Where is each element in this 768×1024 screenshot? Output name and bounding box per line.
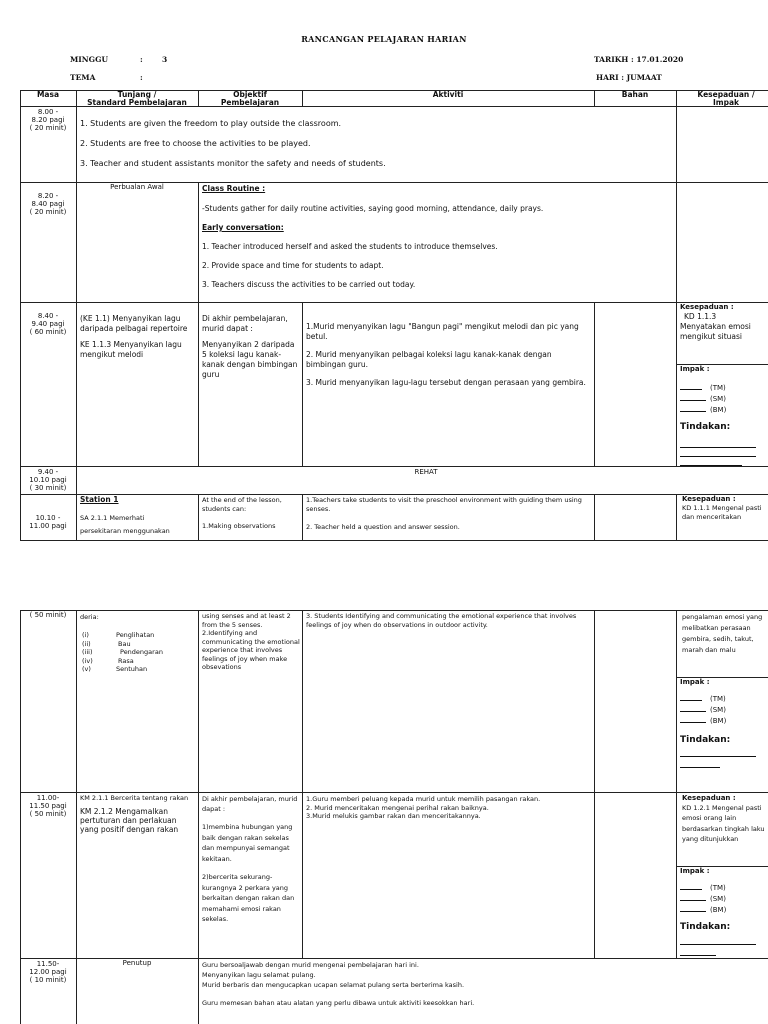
impak-label: Impak : [680,678,710,686]
sense-name: Penglihatan [116,631,155,639]
list-item: 3. Students Identifying and communicating the emotional experience that involves feelings of joy when do observations in outdoor activity. [306,612,577,629]
row2-activity [202,184,672,290]
row4-objektif-top [202,496,300,531]
list-item: 2. Teacher held a question and answer session. [306,523,460,531]
sm-label: (SM) [710,895,726,903]
row3-tunjang [80,314,194,360]
masa-line: 11.50- [36,960,60,968]
row2-masa [20,192,76,216]
row3-masa [20,312,76,336]
row4-masa [20,514,76,530]
kesepaduan-code: KD 1.1.3 [684,312,717,321]
list-item: 2. Students are free to choose the activities to be played. [80,139,311,148]
sense-name: Sentuhan [116,665,148,673]
sense-number: (i) [82,631,89,639]
tema-label: TEMA [70,73,96,82]
bm-blank [680,404,706,412]
row4-aktiviti-cont [306,612,592,630]
bm-label: (BM) [710,906,727,914]
class-routine-heading: Class Routine : [202,184,266,193]
tm-blank [680,882,702,890]
list-item [82,665,196,674]
list-item: 3.Murid melukis gambar rakan dan menceritakannya. [306,812,481,820]
masa-line: 11.00 pagi [29,522,67,530]
row1-masa [20,108,76,132]
list-item: 2. Provide space and time for students to adapt. [202,261,384,270]
sense-number: (v) [82,665,91,673]
row5-kesepaduan [682,794,768,845]
list-item [82,631,196,640]
masa-line: ( 20 minit) [29,124,67,132]
masa-line: 12.00 pagi [29,968,67,976]
list-item: 3. Murid menyanyikan lagu-lagu tersebut dengan perasaan yang gembira. [306,378,586,387]
tm-blank [680,382,702,390]
list-item: 3. Teacher and student assistants monitor the safety and needs of students. [80,159,386,168]
row4-masa-cont: ( 50 minit) [29,611,67,619]
row5-objektif [202,795,300,925]
kesepaduan-text: KD 1.2.1 Mengenal pasti emosi orang lain berdasarkan tingkah laku yang ditunjukkan [682,803,765,843]
masa-line: 11.00- [36,794,60,802]
tm-label: (TM) [710,884,726,892]
list-item: Menyanyikan lagu selamat pulang. [202,971,316,979]
page-title: RANCANGAN PELAJARAN HARIAN [301,34,467,44]
objektif-text: 2.Identifying and communicating the emotional experience that involves feelings of joy when make obsevations [202,629,300,671]
row5-masa [20,794,76,818]
rehat-label: REHAT [414,468,438,476]
tm-label: (TM) [710,384,726,392]
row4-tunjang-top [80,495,196,536]
masa-line: 8.40 pagi [31,200,65,208]
masa-line: 10.10 pagi [29,476,67,484]
objektif-text: At the end of the lesson, students can: [202,496,282,513]
senses-list [82,631,196,674]
masa-line: 9.40 - [37,468,59,476]
list-item: 1. Students are given the freedom to play outside the classroom. [80,119,342,128]
bm-label: (BM) [710,406,727,414]
sm-label: (SM) [710,395,726,403]
sm-blank [680,704,706,712]
tindakan-line [680,756,756,757]
row5-aktiviti [306,795,592,821]
col-header-kesepaduan-1: Kesepaduan / [697,90,755,99]
kesepaduan-label: Kesepaduan : [682,794,736,802]
sm-label: (SM) [710,706,726,714]
list-item: 2. Murid menceritakan mengenai perihal rakan baiknya. [306,803,489,812]
row3-objektif [202,314,300,380]
tunjang-text: KE 1.1.3 Menyanyikan lagu mengikut melodi [80,340,182,359]
row4-kesepaduan-top [682,495,768,522]
col-header-tunjang-1: Tunjang / [117,90,157,99]
tunjang-text: SA 2.1.1 Memerhati [80,514,145,522]
masa-line: 10.10 - [35,514,61,522]
list-item: Guru memesan bahan atau alatan yang perlu dibawa untuk aktiviti keesokkan hari. [202,999,475,1007]
list-item [82,657,196,666]
tunjang-text: KM 2.1.2 Mengamalkan pertuturan dan perlakuan yang positif dengan rakan [80,806,179,834]
col-header-tunjang-2: Standard Pembelajaran [87,98,187,107]
col-header-objektif-1: Objektif [233,90,267,99]
sense-number: (iii) [82,648,93,656]
tindakan-label: Tindakan: [680,922,731,932]
tm-label: (TM) [710,695,726,703]
objektif-text: 2)bercerita sekurang-kurangnya 2 perkara yang berkaitan dengan rakan dan memahami emosi rakan sekelas. [202,873,295,923]
list-item: Guru bersoaljawab dengan murid mengenai pembelajaran hari ini. [202,961,419,969]
list-item: Murid berbaris dan mengucapkan ucapan selamat pulang serta berterima kasih. [202,981,465,989]
list-item: 1.Guru memberi peluang kepada murid untuk memilih pasangan rakan. [306,795,541,803]
masa-line: 8.20 - [37,192,59,200]
tunjang-text: (KE 1.1) Menyanyikan lagu daripada pelbagai repertoire [80,314,188,333]
col-header-masa: Masa [36,90,60,99]
sense-name: Bau [118,639,131,648]
row4-tunjang-cont [80,613,196,622]
early-conversation-heading: Early conversation: [202,223,284,232]
col-header-objektif-2: Pembelajaran [220,98,280,107]
tindakan-line [680,456,756,457]
row6-activity [202,960,762,1008]
masa-line: ( 50 minit) [29,810,67,818]
tindakan-line [680,944,756,945]
impak-label: Impak : [680,867,710,875]
impak-label: Impak : [680,365,710,373]
bm-blank [680,904,706,912]
minggu-colon: : [140,55,143,64]
masa-line: 8.20 pagi [31,116,65,124]
bm-blank [680,715,706,723]
sense-name: Rasa [118,656,134,665]
list-item: 1.Murid menyanyikan lagu "Bangun pagi" mengikut melodi dan pic yang betul. [306,322,579,341]
tindakan-line [680,955,716,956]
tindakan-line [680,447,756,448]
tindakan-label: Tindakan: [680,735,731,745]
row3-kesepaduan [680,302,768,342]
row1-activity [80,119,670,169]
kesepaduan-text: pengalaman emosi yang melibatkan perasaan gembira, sedih, takut, marah dan malu [682,613,763,654]
bm-label: (BM) [710,717,727,725]
sense-name: Pendengaran [120,648,163,656]
minggu-label: MINGGU [70,55,109,64]
list-item: 1. Teacher introduced herself and asked the students to introduce themselves. [202,242,498,251]
kesepaduan-text: Menyatakan emosi mengikut situasi [680,322,751,341]
row4-objektif-cont [202,612,300,672]
tarikh: TARIKH : 17.01.2020 [594,55,684,64]
kesepaduan-label: Kesepaduan : [680,303,734,311]
tunjang-text: KM 2.1.1 Bercerita tentang rakan [80,794,189,802]
row6-tunjang: Penutup [122,959,152,967]
sense-number: (ii) [82,639,91,648]
masa-line: 8.40 - [37,312,59,320]
row3-impak [680,365,768,432]
objektif-text: Di akhir pembelajaran, murid dapat : [202,795,298,813]
list-item: 3. Teachers discuss the activities to be carried out today. [202,280,416,289]
list-item: 2. Murid menyanyikan pelbagai koleksi lagu kanak-kanak dengan bimbingan guru. [306,350,552,369]
masa-line: ( 30 minit) [29,484,67,492]
list-item [82,640,196,649]
tindakan-label: Tindakan: [680,422,731,432]
tindakan-line [680,465,742,466]
objektif-text: using senses and at least 2 from the 5 senses. [202,612,291,629]
masa-line: ( 10 minit) [29,976,67,984]
rehat-masa [20,468,76,492]
hari: HARI : JUMAAT [596,73,662,82]
masa-line: ( 20 minit) [29,208,67,216]
tm-blank [680,693,702,701]
sm-blank [680,393,706,401]
kesepaduan-text: KD 1.1.1 Mengenal pasti dan menceritakan [682,504,762,521]
masa-line: 8.00 - [37,108,59,116]
row2-tunjang: Perbualan Awal [110,183,164,191]
kesepaduan-label: Kesepaduan : [682,495,736,503]
row4-impak [680,678,768,745]
station-heading: Station 1 [80,495,119,504]
sense-number: (iv) [82,656,93,665]
class-routine-text: -Students gather for daily routine activities, saying good morning, attendance, daily prays. [202,204,544,213]
row5-impak [680,867,768,932]
col-header-kesepaduan-2: Impak [712,98,740,107]
objektif-text: Di akhir pembelajaran, murid dapat : [202,314,288,333]
masa-line: ( 60 minit) [29,328,67,336]
tunjang-text: deria: [80,613,99,621]
row4-kesepaduan-cont [682,612,768,656]
objektif-text: 1.Making observations [202,522,276,530]
masa-line: 11.50 pagi [29,802,67,810]
col-header-aktiviti: Aktiviti [432,90,464,99]
col-header-bahan: Bahan [621,90,649,99]
row4-aktiviti-top [306,496,592,532]
list-item: 1.Teachers take students to visit the preschool environment with guiding them using senses. [306,496,582,513]
row6-masa [20,960,76,984]
minggu-value: 3 [162,55,168,64]
list-item [82,648,196,657]
masa-line: 9.40 pagi [31,320,65,328]
sm-blank [680,893,706,901]
tema-colon: : [140,73,143,82]
tunjang-text: persekitaran menggunakan [80,527,170,535]
row5-tunjang [80,794,196,834]
row3-aktiviti [306,322,590,388]
objektif-text: 1)membina hubungan yang baik dengan rakan sekelas dan mempunyai semangat kekitaan. [202,823,293,863]
tindakan-line [680,767,720,768]
objektif-text: Menyanyikan 2 daripada 5 koleksi lagu kanak-kanak dengan bimbingan guru [202,340,298,379]
